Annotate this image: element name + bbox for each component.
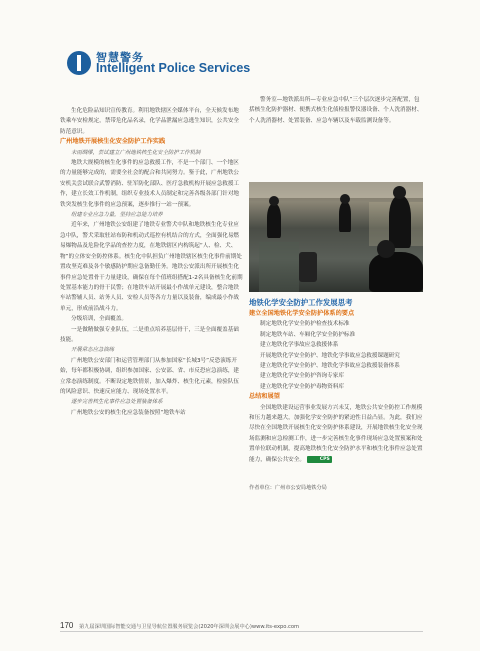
footer-divider — [60, 631, 423, 632]
page-footer — [60, 621, 299, 630]
right-column-bottom — [249, 297, 423, 494]
paragraph: 广州地铁公安的核生化应急装备按照“地铁车站 — [71, 409, 186, 416]
subheading: 建立全国地铁化学安全防护体系的要点 — [249, 310, 355, 317]
paragraph: 分级培训，全面覆盖。 — [71, 316, 127, 323]
paragraph: 生化危险品知识宣传教育。利用地铁辖区全媒体平台，全天候发布地铁乘车安检规定，禁带危化品名录，化学品泄漏应急逃生知识，公共安全防范意识。 — [60, 108, 240, 135]
list-item: 建立地铁化学安全防护毒物资料库 — [260, 383, 344, 390]
photo-subway-drill — [249, 182, 423, 292]
cps-badge: CPS — [307, 456, 332, 463]
paragraph-text: 全国地铁建设运营事业发展方兴未艾，地铁公共安全防控工作规模和压力越来越大，加强化学安全防护的紧迫性日益凸显。为此，我们应尽快在全国地铁开展核生化安全防护体系建设，开展地铁核生化安全现场监测和应急检测工作，进一步完善核生化事件现场应急处置预案和处置单位联动机制，提高地铁核生化安全防护水平和核生化事件应急处置能力，确保公共安全。 — [249, 404, 423, 463]
list-item: 建立地铁化学事故应急救援体系 — [260, 342, 339, 349]
left-column — [60, 106, 244, 418]
section-logo-icon — [66, 50, 92, 76]
subheading: 未雨绸缪，尝试建立广州地铁核生化安全防护工作机制 — [71, 149, 201, 156]
section-heading: 总结和展望 — [249, 393, 280, 401]
paragraph: 地铁大规模的核生化事件的应急救援工作，不是一个部门、一个地区的力量能够完成的，需要全社会的配合和共同努力。鉴于此，广州地铁公安机关尝试联合武警消防、驻军防化部队、医疗急救机构开展应急救援工作，建立长效工作机制，组织专业技术人员制定和完善各级各部门针对地铁突发核生化事件的应急预案，逐步推行一站一预案。 — [60, 160, 240, 208]
subheading: 组建专业应急力量，坚持应急能力培养 — [71, 212, 163, 219]
paragraph — [249, 403, 423, 465]
paragraph: 近年来，广州地铁公安组建了地铁专业警犬中队和地铁核生化专业应急中队，警犬采取驻站布防和机动式巡控有机结合的方式，全面强化易燃易爆物品及危险化学品的查控力度，在地铁辖区内构筑起“人、检、犬、物”的立体安全防控体系。核生化中队担负广州地铁辖区核生化事件前期处置攻坚克难及各个敏感防护期应急备勤任务。地铁公安派出所开展核生化事件应急处置骨干力量建设，确保在每个值班组搭配1-2名具备核生化前期处置基本能力的骨干民警；在地铁车站开展最小作战单元建设，整合地铁车站警辅人员、站务人员、安检人员等各方力量以及装备，编成最小作战单元，形成前沿战斗力。 — [60, 222, 243, 312]
subheading: 逐步完善核生化事件应急处置装备体系 — [71, 399, 163, 406]
paragraph: 一是做精做强专业队伍，二是重点培养基层骨干，三是全面覆盖基础技能。 — [60, 326, 239, 343]
page-number: 170 — [60, 621, 74, 630]
list-item: 制定地铁车站、车厢化学安全防护标准 — [260, 331, 356, 338]
section-heading: 广州地铁开展核生化安全防护工作实践 — [60, 138, 166, 146]
list-item: 制定地铁化学安全防护检查技术标准 — [260, 321, 350, 328]
author-note: 作者单位：广州市公安局地铁分局 — [249, 485, 327, 492]
section-heading: 地铁化学安全防护工作发展思考 — [249, 298, 353, 307]
list-item: 建立地铁化学安全防护咨询专家库 — [260, 373, 344, 380]
list-item: 建立地铁化学安全防护、地铁化学事故应急救援装备体系 — [260, 363, 400, 370]
list-item: 开展地铁化学安全防护、地铁化学事故应急救援课题研究 — [260, 352, 400, 359]
footer-text: 第九届深圳国际智能交通与卫星导航位置服务展览会(2020年深圳会展中心)www.its-expo.com — [79, 624, 300, 630]
paragraph: 广州地铁公安部门和运营管理部门从参加国家“长城3号”反恐演练开始，每年都积极协调，组织参加国家、公安部、省、市反恐应急演练，建立常态演练制度。不断设定地铁情景，加入爆炸、核生化元素，检验队伍的风险意识、快速反应能力、现场处置水平。 — [60, 357, 240, 395]
section-title-en: Intelligent Police Services — [96, 61, 251, 75]
right-column-top — [249, 95, 423, 126]
section-title-cn: 智慧警务 — [96, 51, 144, 64]
paragraph: 警务室—地铁派出所—专业应急中队”三个层次逐步完善配置，包括核生化防护器材、便携式核生化侦检报警仪器设备、个人洗消器材、个人洗消器材、处置装备、应急车辆以及车载监测设备等。 — [249, 97, 423, 124]
subheading: 开展常态应急演练 — [71, 347, 115, 354]
